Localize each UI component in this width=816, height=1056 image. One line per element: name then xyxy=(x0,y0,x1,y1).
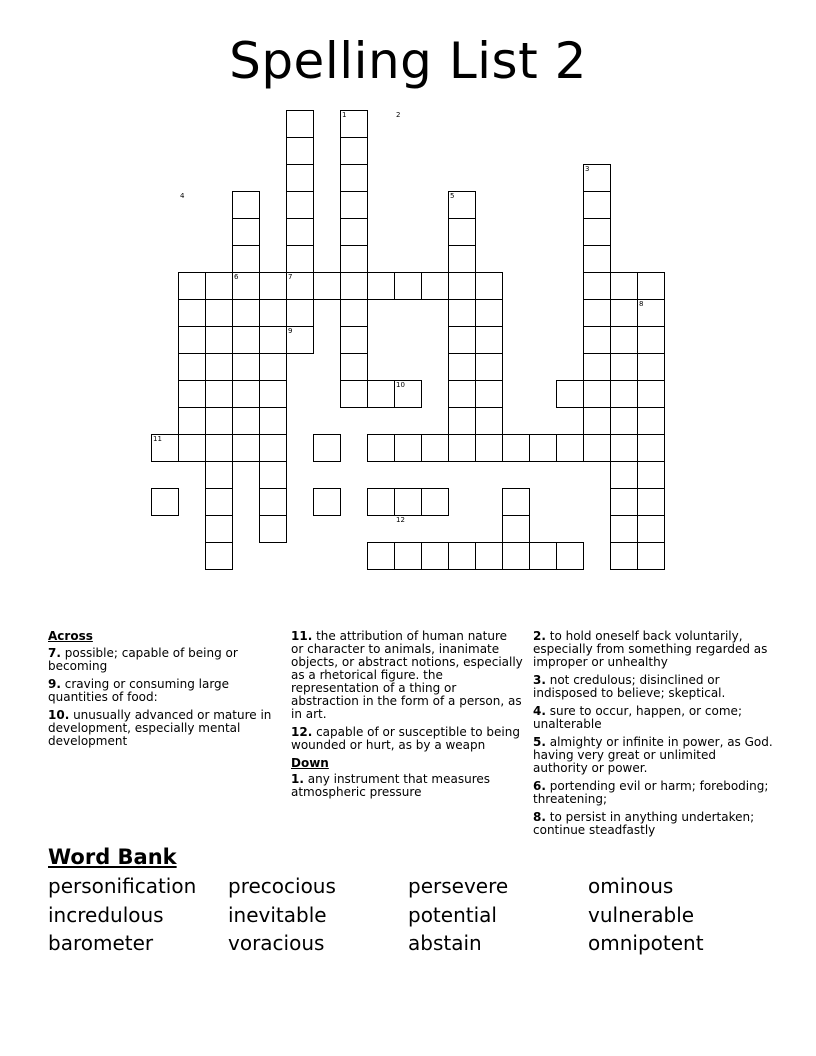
word-bank-item: persevere xyxy=(408,874,509,898)
word-bank-item: precocious xyxy=(228,874,336,898)
clue xyxy=(291,726,523,752)
grid-cell[interactable] xyxy=(610,461,638,489)
clue-number: 5. xyxy=(533,735,546,749)
clue xyxy=(291,773,523,799)
clue xyxy=(533,630,773,669)
grid-cell[interactable] xyxy=(610,488,638,516)
grid-cell[interactable] xyxy=(340,272,368,300)
grid-cell[interactable] xyxy=(394,272,422,300)
grid-cell[interactable] xyxy=(286,110,314,138)
grid-cell[interactable] xyxy=(232,353,260,381)
word-bank-item: omnipotent xyxy=(588,931,704,955)
clue-text: not credulous; disinclined or indisposed to believe; skeptical. xyxy=(533,673,726,700)
grid-cell[interactable] xyxy=(637,542,665,570)
clue-number: 4. xyxy=(533,704,546,718)
grid-cell[interactable] xyxy=(529,434,557,462)
grid-cell[interactable] xyxy=(151,488,179,516)
grid-cell[interactable] xyxy=(583,326,611,354)
cell-number: 1 xyxy=(342,111,347,119)
grid-cell[interactable] xyxy=(583,407,611,435)
clue-number: 8. xyxy=(533,810,546,824)
grid-cell[interactable] xyxy=(394,542,422,570)
clue-number: 2. xyxy=(533,629,546,643)
grid-cell[interactable] xyxy=(556,380,584,408)
grid-cell[interactable] xyxy=(556,434,584,462)
clue-number: 10. xyxy=(48,708,70,722)
grid-cell[interactable] xyxy=(502,488,530,516)
grid-cell[interactable] xyxy=(178,272,206,300)
grid-cell[interactable] xyxy=(205,380,233,408)
grid-cell[interactable] xyxy=(610,542,638,570)
clue-text: the attribution of human nature or character to animals, inanimate objects, or abstract notions, especially as a rhetorical figure. the representation of a thing or abstraction in the form of a person, as in art. xyxy=(291,629,523,721)
cell-number: 7 xyxy=(288,273,293,281)
word-bank-item: incredulous xyxy=(48,902,164,927)
across-heading: Across xyxy=(48,629,93,643)
grid-cell[interactable] xyxy=(313,434,341,462)
grid-cell[interactable] xyxy=(448,380,476,408)
grid-cell[interactable] xyxy=(610,407,638,435)
clue-text: portending evil or harm; foreboding; threatening; xyxy=(533,779,769,806)
grid-cell[interactable] xyxy=(448,218,476,246)
grid-cell[interactable] xyxy=(367,272,395,300)
grid-cell[interactable] xyxy=(340,326,368,354)
clue-number: 1. xyxy=(291,772,304,786)
grid-cell[interactable] xyxy=(367,380,395,408)
grid-cell[interactable] xyxy=(259,353,287,381)
clue-text: craving or consuming large quantities of food: xyxy=(48,677,230,704)
word-bank-item: personification xyxy=(48,874,197,898)
grid-cell[interactable] xyxy=(448,272,476,300)
clue xyxy=(48,709,278,748)
word-bank-item: abstain xyxy=(408,931,482,955)
clue-text: sure to occur, happen, or come; unalterable xyxy=(533,704,742,731)
down-clue-list-continued xyxy=(533,630,773,837)
clue-text: to persist in anything undertaken; continue steadfastly xyxy=(533,810,755,837)
grid-cell[interactable] xyxy=(637,488,665,516)
grid-cell[interactable] xyxy=(448,299,476,327)
grid-cell[interactable] xyxy=(583,245,611,273)
grid-cell[interactable] xyxy=(178,326,206,354)
word-bank-item: vulnerable xyxy=(588,902,695,927)
word-bank-item: potential xyxy=(408,902,497,927)
grid-cell[interactable] xyxy=(610,380,638,408)
clue xyxy=(291,630,523,721)
grid-cell[interactable] xyxy=(421,488,449,516)
grid-cell[interactable] xyxy=(205,299,233,327)
grid-cell[interactable] xyxy=(367,542,395,570)
grid-cell[interactable] xyxy=(259,461,287,489)
grid-cell[interactable] xyxy=(205,272,233,300)
grid-cell[interactable] xyxy=(313,488,341,516)
grid-cell[interactable] xyxy=(583,218,611,246)
grid-cell[interactable] xyxy=(475,407,503,435)
cell-number: 3 xyxy=(585,165,590,173)
grid-cell[interactable] xyxy=(637,326,665,354)
grid-cell[interactable] xyxy=(205,353,233,381)
grid-cell[interactable] xyxy=(394,488,422,516)
across-clue-list-continued xyxy=(291,630,523,752)
grid-cell[interactable] xyxy=(259,380,287,408)
grid-cell[interactable] xyxy=(583,353,611,381)
grid-cell[interactable] xyxy=(394,434,422,462)
grid-cell[interactable] xyxy=(610,434,638,462)
grid-cell[interactable] xyxy=(232,407,260,435)
grid-cell[interactable] xyxy=(259,299,287,327)
grid-cell[interactable] xyxy=(583,272,611,300)
grid-cell[interactable] xyxy=(232,245,260,273)
grid-cell[interactable] xyxy=(340,299,368,327)
grid-cell[interactable] xyxy=(637,272,665,300)
grid-cell[interactable] xyxy=(340,245,368,273)
page-title: Spelling List 2 xyxy=(229,32,587,90)
grid-cell[interactable] xyxy=(340,353,368,381)
grid-cell[interactable] xyxy=(502,434,530,462)
grid-cell[interactable] xyxy=(610,515,638,543)
grid-cell[interactable] xyxy=(475,299,503,327)
grid-cell[interactable] xyxy=(448,407,476,435)
grid-cell[interactable] xyxy=(259,488,287,516)
grid-cell[interactable] xyxy=(637,407,665,435)
grid-cell[interactable] xyxy=(367,434,395,462)
grid-cell[interactable] xyxy=(610,299,638,327)
clues-column-2 xyxy=(291,630,523,804)
cell-number: 11 xyxy=(153,435,162,443)
clue-text: almighty or infinite in power, as God. having very great or unlimited authority or power. xyxy=(533,735,773,775)
grid-cell[interactable] xyxy=(583,380,611,408)
word-bank-item: barometer xyxy=(48,931,154,955)
grid-cell[interactable] xyxy=(232,434,260,462)
grid-cell[interactable] xyxy=(178,299,206,327)
grid-cell[interactable] xyxy=(232,380,260,408)
grid-cell[interactable] xyxy=(502,542,530,570)
clues-column-1 xyxy=(48,630,278,753)
grid-cell[interactable] xyxy=(259,326,287,354)
grid-cell[interactable] xyxy=(637,461,665,489)
grid-cell[interactable] xyxy=(340,380,368,408)
grid-cell[interactable] xyxy=(286,245,314,273)
grid-cell[interactable] xyxy=(340,218,368,246)
grid-cell[interactable] xyxy=(421,434,449,462)
clue xyxy=(533,811,773,837)
grid-cell[interactable] xyxy=(232,299,260,327)
grid-cell[interactable] xyxy=(259,272,287,300)
grid-cell[interactable] xyxy=(448,353,476,381)
clue-number: 9. xyxy=(48,677,61,691)
grid-cell[interactable] xyxy=(178,407,206,435)
cell-number: 10 xyxy=(396,381,405,389)
down-heading: Down xyxy=(291,756,329,770)
clue-text: unusually advanced or mature in development, especially mental development xyxy=(48,708,272,748)
grid-cell[interactable] xyxy=(448,326,476,354)
clue-number: 3. xyxy=(533,673,546,687)
word-bank-item: inevitable xyxy=(228,902,327,927)
grid-cell[interactable] xyxy=(340,164,368,192)
grid-cell[interactable] xyxy=(232,326,260,354)
clue xyxy=(533,705,773,731)
grid-cell[interactable] xyxy=(637,380,665,408)
clue-number: 12. xyxy=(291,725,313,739)
grid-cell[interactable] xyxy=(610,353,638,381)
clue-text: any instrument that measures atmospheric pressure xyxy=(291,772,491,799)
grid-cell[interactable] xyxy=(637,353,665,381)
clue-number: 6. xyxy=(533,779,546,793)
clue-text: to hold oneself back voluntarily, especially from something regarded as improper or unhealthy xyxy=(533,629,768,669)
grid-cell[interactable] xyxy=(475,434,503,462)
grid-cell[interactable] xyxy=(475,380,503,408)
grid-cell[interactable] xyxy=(475,326,503,354)
grid-cell[interactable] xyxy=(637,434,665,462)
clue-number: 11. xyxy=(291,629,313,643)
grid-cell[interactable] xyxy=(421,542,449,570)
cell-number: 9 xyxy=(288,327,293,335)
grid-cell[interactable] xyxy=(556,542,584,570)
cell-number: 4 xyxy=(180,192,185,200)
grid-cell[interactable] xyxy=(367,488,395,516)
grid-cell[interactable] xyxy=(610,272,638,300)
clues-column-3 xyxy=(533,630,773,842)
grid-cell[interactable] xyxy=(205,407,233,435)
grid-cell[interactable] xyxy=(448,542,476,570)
grid-cell[interactable] xyxy=(232,218,260,246)
grid-cell[interactable] xyxy=(583,191,611,219)
grid-cell[interactable] xyxy=(286,218,314,246)
clue xyxy=(533,674,773,700)
word-bank-item: ominous xyxy=(588,874,674,898)
grid-cell[interactable] xyxy=(502,515,530,543)
cell-number: 8 xyxy=(639,300,644,308)
clue xyxy=(48,647,278,673)
grid-cell[interactable] xyxy=(259,407,287,435)
grid-cell[interactable] xyxy=(205,488,233,516)
grid-cell[interactable] xyxy=(205,326,233,354)
grid-cell[interactable] xyxy=(205,515,233,543)
clue-text: possible; capable of being or becoming xyxy=(48,646,238,673)
grid-cell[interactable] xyxy=(448,434,476,462)
cell-number: 6 xyxy=(234,273,239,281)
cell-number: 5 xyxy=(450,192,455,200)
grid-cell[interactable] xyxy=(178,380,206,408)
grid-cell[interactable] xyxy=(205,434,233,462)
grid-cell[interactable] xyxy=(178,353,206,381)
clue xyxy=(533,780,773,806)
grid-cell[interactable] xyxy=(286,164,314,192)
word-bank-item: voracious xyxy=(228,931,325,955)
grid-cell[interactable] xyxy=(259,515,287,543)
cell-number: 2 xyxy=(396,111,401,119)
grid-cell[interactable] xyxy=(637,515,665,543)
grid-cell[interactable] xyxy=(286,299,314,327)
clue xyxy=(533,736,773,775)
grid-cell[interactable] xyxy=(286,191,314,219)
clue-text: capable of or susceptible to being wounded or hurt, as by a weapn xyxy=(291,725,520,752)
grid-cell[interactable] xyxy=(259,434,287,462)
grid-cell[interactable] xyxy=(205,461,233,489)
cell-number: 12 xyxy=(396,516,405,524)
grid-cell[interactable] xyxy=(232,191,260,219)
grid-cell[interactable] xyxy=(529,542,557,570)
grid-cell[interactable] xyxy=(286,137,314,165)
clue xyxy=(48,678,278,704)
grid-cell[interactable] xyxy=(610,326,638,354)
grid-cell[interactable] xyxy=(583,299,611,327)
grid-cell[interactable] xyxy=(340,191,368,219)
grid-cell[interactable] xyxy=(178,434,206,462)
grid-cell[interactable] xyxy=(448,245,476,273)
grid-cell[interactable] xyxy=(475,353,503,381)
grid-cell[interactable] xyxy=(340,137,368,165)
grid-cell[interactable] xyxy=(475,272,503,300)
across-clue-list xyxy=(48,647,278,748)
grid-cell[interactable] xyxy=(205,542,233,570)
clue-number: 7. xyxy=(48,646,61,660)
grid-cell[interactable] xyxy=(421,272,449,300)
grid-cell[interactable] xyxy=(583,434,611,462)
grid-cell[interactable] xyxy=(475,542,503,570)
down-clue-list xyxy=(291,773,523,799)
grid-cell[interactable] xyxy=(313,272,341,300)
word-bank-title: Word Bank xyxy=(48,845,177,869)
